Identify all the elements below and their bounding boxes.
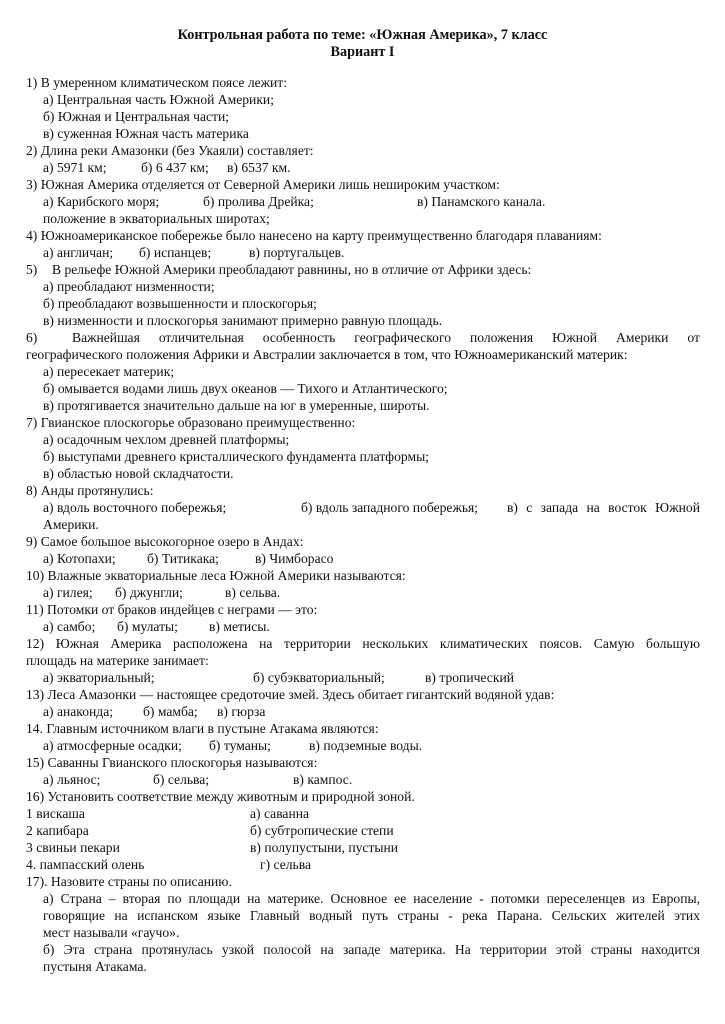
answer-4c: в) португальцев.: [249, 245, 345, 260]
answer-13b: б) мамба;: [143, 704, 198, 719]
match-row-4: [26, 856, 700, 873]
question-1: 1) В умеренном климатическом поясе лежит:: [26, 75, 288, 90]
match-animal: 4. пампасский олень: [26, 857, 145, 872]
match-row-2: [26, 822, 700, 839]
question-15: 15) Саванны Гвианского плоскогорья называются:: [26, 755, 318, 770]
answer-4a: а) англичан;: [43, 245, 114, 260]
match-row-3: [26, 839, 700, 856]
question-5: [26, 261, 700, 278]
answer-14a: а) атмосферные осадки;: [43, 738, 182, 753]
answer-14b: б) туманы;: [209, 738, 271, 753]
question-11: 11) Потомки от браков индейцев с неграми — это:: [26, 602, 318, 617]
match-zone: б) субтропические степи: [250, 823, 394, 838]
answer-15a: а) льянос;: [43, 772, 101, 787]
question-3: 3) Южная Америка отделяется от Северной Америки лишь нешироким участком:: [26, 177, 500, 192]
answers-9: [26, 550, 700, 567]
match-zone: а) саванна: [250, 806, 310, 821]
question-16: 16) Установить соответствие между животным и природной зоной.: [26, 789, 415, 804]
answers-14: [26, 737, 700, 754]
answer-17a-line1: а) Страна – вторая по площади на материке. Основное ее население - потомки переселенцев из Европы,: [43, 891, 700, 906]
question-6-number: 6): [26, 330, 38, 345]
answer-12b: б) субэкваториальный;: [253, 670, 385, 685]
question-13: 13) Леса Амазонки — настоящее средоточие змей. Здесь обитает гигантский водяной удав:: [26, 687, 555, 702]
question-6-text: Важнейшая отличительная особенность географического положения Южной Америки от: [72, 330, 700, 345]
answer-9c: в) Чимборасо: [255, 551, 334, 566]
answer-17b-line2: пустыня Атакама.: [43, 959, 147, 974]
answer-3c: в) Панамского канала.: [417, 194, 546, 209]
answers-15: [26, 771, 700, 788]
answer-7b: б) выступами древнего кристаллического фундамента платформы;: [43, 449, 430, 464]
answer-7a: а) осадочным чехлом древней платформы;: [43, 432, 290, 447]
question-4: 4) Южноамериканское побережье было нанесено на карту преимущественно благодаря плаваниям:: [26, 228, 602, 243]
question-14: 14. Главным источником влаги в пустыне Атакама являются:: [26, 721, 379, 736]
match-zone: в) полупустыни, пустыни: [250, 840, 399, 855]
answer-5c: в) низменности и плоскогорья занимают примерно равную площадь.: [43, 313, 443, 328]
answers-13: [26, 703, 700, 720]
answer-1a: а) Центральная часть Южной Америки;: [43, 92, 274, 107]
answer-15b: б) сельва;: [153, 772, 210, 787]
answer-3a: а) Карибского моря;: [43, 194, 160, 209]
answer-5a: а) преобладают низменности;: [43, 279, 215, 294]
question-5-number: 5): [26, 262, 38, 277]
question-12-line1: 12) Южная Америка расположена на территории нескольких климатических поясов. Самую большую: [26, 636, 700, 651]
question-9: 9) Самое большое высокогорное озеро в Андах:: [26, 534, 304, 549]
answer-5b: б) преобладают возвышенности и плоскогорья;: [43, 296, 317, 311]
match-animal: 3 свиньи пекари: [26, 840, 120, 855]
answer-9a: а) Котопахи;: [43, 551, 116, 566]
answer-11b: б) мулаты;: [117, 619, 178, 634]
question-2: 2) Длина реки Амазонки (без Укаяли) составляет:: [26, 143, 314, 158]
match-zone: г) сельва: [260, 857, 311, 872]
answer-15c: в) кампос.: [293, 772, 353, 787]
answer-1b: б) Южная и Центральная части;: [43, 109, 230, 124]
question-7: 7) Гвианское плоскогорье образовано преимущественно:: [26, 415, 356, 430]
answer-2c: в) 6537 км.: [227, 160, 291, 175]
answer-2b: б) 6 437 км;: [141, 160, 209, 175]
answer-3b: б) пролива Дрейка;: [203, 194, 314, 209]
answer-11a: а) самбо;: [43, 619, 96, 634]
page-title: Контрольная работа по теме: «Южная Америка», 7 класс: [177, 27, 548, 43]
answer-6c: в) протягивается значительно дальше на юг в умеренные, широты.: [43, 398, 430, 413]
answers-2: [26, 159, 700, 176]
question-6-line1: [26, 329, 700, 346]
variant-title: Вариант I: [330, 44, 395, 60]
answer-1c: в) суженная Южная часть материка: [43, 126, 249, 141]
answer-14c: в) подземные воды.: [309, 738, 423, 753]
answer-11c: в) метисы.: [209, 619, 270, 634]
answer-6a: а) пересекает материк;: [43, 364, 175, 379]
answer-8c: в) с запада на восток Южной: [507, 500, 700, 515]
answer-9b: б) Титикака;: [147, 551, 219, 566]
answer-13c: в) гюрза: [217, 704, 266, 719]
match-animal: 1 вискаша: [26, 806, 85, 821]
answer-8c-cont: Америки.: [43, 517, 99, 532]
answer-3-extra: положение в экваториальных широтах;: [43, 211, 270, 226]
question-6-line2: географического положения Африки и Австралии заключается в том, что Южноамериканский материк:: [26, 347, 628, 362]
answers-10: [26, 584, 700, 601]
question-5-text: В рельефе Южной Америки преобладают равнины, но в отличие от Африки здесь:: [52, 262, 532, 277]
question-8: 8) Анды протянулись:: [26, 483, 154, 498]
answers-12: [26, 669, 700, 686]
answer-2a: а) 5971 км;: [43, 160, 107, 175]
answer-10c: в) сельва.: [225, 585, 281, 600]
answer-12c: в) тропический: [425, 670, 514, 685]
question-list: [26, 74, 700, 975]
match-row-1: [26, 805, 700, 822]
answer-6b: б) омывается водами лишь двух океанов — Тихого и Атлантического;: [43, 381, 448, 396]
question-10: 10) Влажные экваториальные леса Южной Америки называются:: [26, 568, 406, 583]
answer-10a: а) гилея;: [43, 585, 93, 600]
question-17: 17). Назовите страны по описанию.: [26, 874, 232, 889]
answer-7c: в) областью новой складчатости.: [43, 466, 234, 481]
answer-8a: а) вдоль восточного побережья;: [43, 500, 227, 515]
answers-3: [26, 193, 700, 210]
answers-4: [26, 244, 700, 261]
question-12-line2: площадь на материке занимает:: [26, 653, 209, 668]
answer-10b: б) джунгли;: [115, 585, 183, 600]
answer-17a-line2: говорящие на испанском языке Главный водный путь страны - река Парана. Сельских жителей этих: [43, 908, 700, 923]
match-animal: 2 капибара: [26, 823, 89, 838]
answer-12a: а) экваториальный;: [43, 670, 155, 685]
answer-17a-line3: мест называли «гаучо».: [43, 925, 180, 940]
answer-4b: б) испанцев;: [139, 245, 212, 260]
answers-11: [26, 618, 700, 635]
answer-13a: а) анаконда;: [43, 704, 114, 719]
answers-8: [26, 499, 700, 516]
answer-17b-line1: б) Эта страна протянулась узкой полосой на западе материка. На территории этой страны находится: [43, 942, 700, 957]
answer-8b: б) вдоль западного побережья;: [301, 500, 479, 515]
